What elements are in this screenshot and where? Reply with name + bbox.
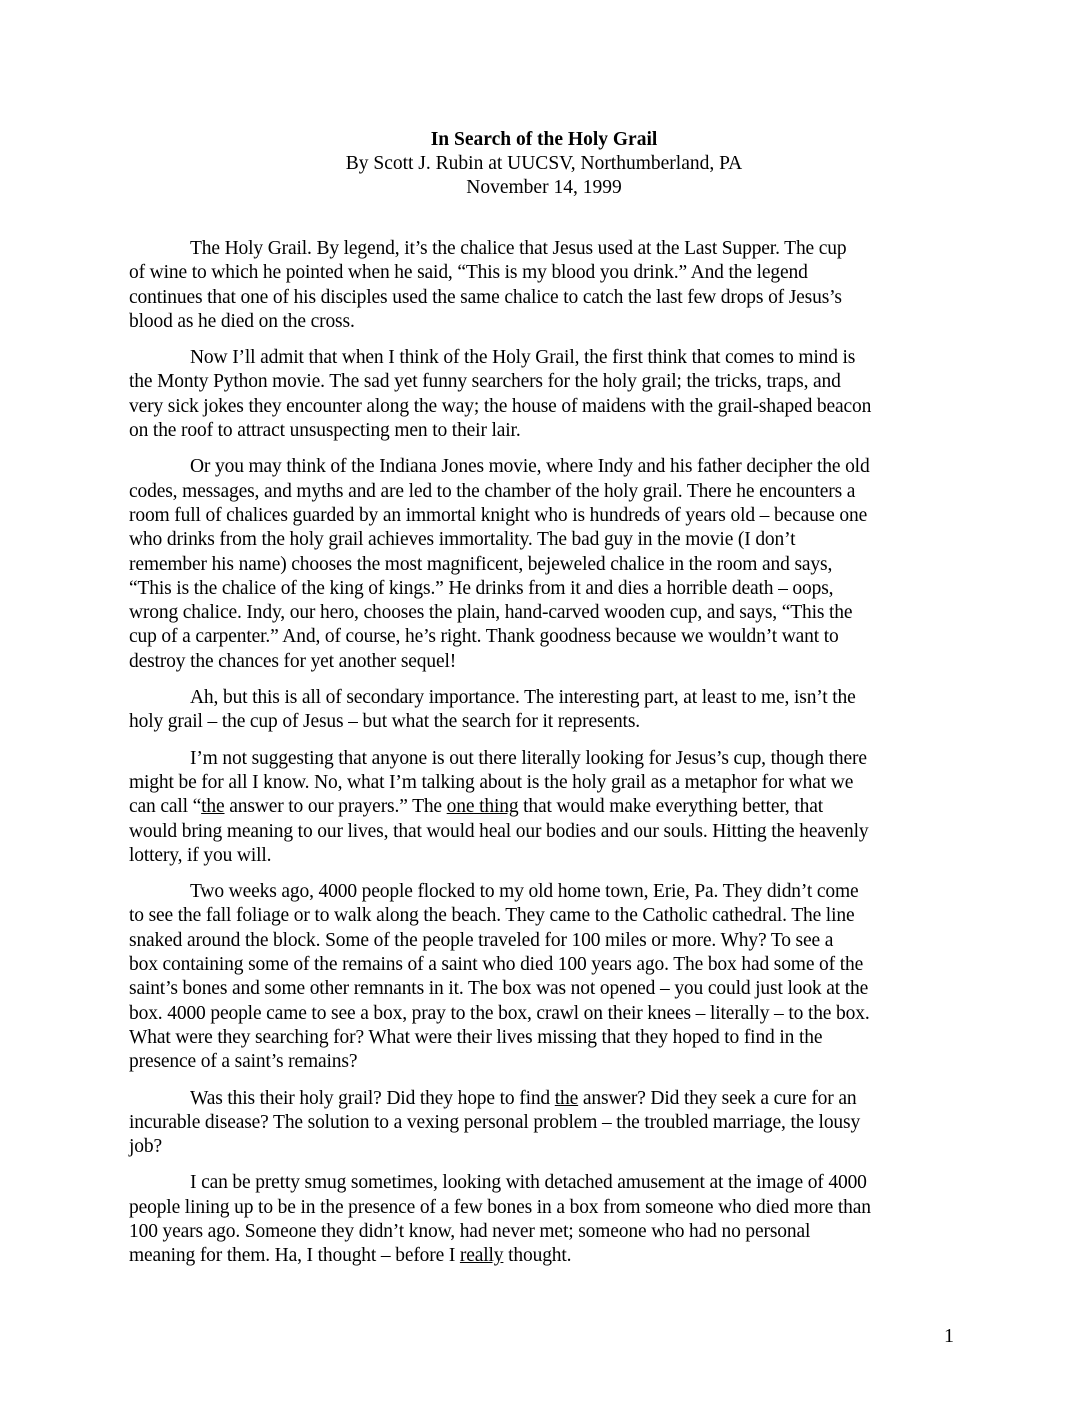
text-line: presence of a saint’s remains?: [129, 1051, 358, 1073]
text-line: saint’s bones and some other remnants in it. The box was not opened – you could just look at the: [129, 978, 869, 1000]
text-line: of wine to which he pointed when he said, “This is my blood you drink.” And the legend: [129, 262, 808, 284]
paragraph: [129, 747, 964, 868]
text-line: wrong chalice. Indy, our hero, chooses the plain, hand-carved wooden cup, and says, “This the: [129, 602, 853, 624]
text-line: the Monty Python movie. The sad yet funny searchers for the holy grail; the tricks, traps, and: [129, 371, 841, 393]
paragraph: [129, 346, 964, 443]
text-line: snaked around the block. Some of the people traveled for 100 miles or more. Why? To see a: [129, 929, 834, 951]
document-date: November 14, 1999: [466, 177, 622, 198]
paragraph: [129, 686, 964, 735]
text-line: job?: [129, 1136, 162, 1158]
paragraph: [129, 237, 964, 334]
text-line: incurable disease? The solution to a vexing personal problem – the troubled marriage, the lousy: [129, 1111, 861, 1133]
text-line: codes, messages, and myths and are led to the chamber of the holy grail. There he encounters a: [129, 480, 856, 502]
text-line: “This is the chalice of the king of kings.” He drinks from it and dies a horrible death – oops,: [129, 577, 834, 599]
text-line: would bring meaning to our lives, that would heal our bodies and our souls. Hitting the heavenly: [129, 820, 869, 842]
text-line: continues that one of his disciples used the same chalice to catch the last few drops of Jesus’s: [129, 286, 842, 308]
document-header: [0, 128, 1088, 200]
text-line: 100 years ago. Someone they didn’t know, had never met; someone who had no personal: [129, 1220, 811, 1242]
text-line: room full of chalices guarded by an immortal knight who is hundreds of years old – because one: [129, 504, 868, 526]
text-line: Or you may think of the Indiana Jones movie, where Indy and his father decipher the old: [190, 456, 870, 478]
paragraph: [129, 1087, 964, 1160]
text-line: might be for all I know. No, what I’m talking about is the holy grail as a metaphor for what we: [129, 771, 854, 793]
text-line: blood as he died on the cross.: [129, 310, 355, 332]
text-line: Ah, but this is all of secondary importance. The interesting part, at least to me, isn’t the: [190, 687, 856, 709]
text-line: box. 4000 people came to see a box, pray to the box, crawl on their knees – literally – to the box.: [129, 1002, 870, 1024]
text-line: remember his name) chooses the most magnificent, bejeweled chalice in the room and says,: [129, 553, 833, 575]
text-line: What were they searching for? What were their lives missing that they hoped to find in the: [129, 1026, 823, 1048]
document-byline: By Scott J. Rubin at UUCSV, Northumberland, PA: [345, 153, 743, 174]
text-line: holy grail – the cup of Jesus – but what the search for it represents.: [129, 711, 640, 733]
text-line: people lining up to be in the presence of a few bones in a box from someone who died more than: [129, 1196, 871, 1218]
text-line: can call “the answer to our prayers.” The one thing that would make everything better, that: [129, 796, 824, 818]
document-title: In Search of the Holy Grail: [430, 129, 658, 150]
text-line: meaning for them. Ha, I thought – before I really thought.: [129, 1245, 572, 1267]
text-line: who drinks from the holy grail achieves immortality. The bad guy in the movie (I don’t: [129, 529, 796, 551]
document-body: [129, 237, 964, 1281]
text-line: on the roof to attract unsuspecting men to their lair.: [129, 420, 521, 442]
page-number: 1: [944, 1325, 954, 1347]
text-line: very sick jokes they encounter along the way; the house of maidens with the grail-shaped beacon: [129, 395, 872, 417]
text-line: box containing some of the remains of a saint who died 100 years ago. The box had some of the: [129, 954, 864, 976]
text-line: lottery, if you will.: [129, 844, 272, 866]
text-line: Now I’ll admit that when I think of the Holy Grail, the first think that comes to mind is: [190, 347, 856, 369]
paragraph: [129, 1171, 964, 1268]
text-line: destroy the chances for yet another sequel!: [129, 650, 457, 672]
text-line: The Holy Grail. By legend, it’s the chalice that Jesus used at the Last Supper. The cup: [190, 238, 847, 259]
text-line: to see the fall foliage or to walk along the beach. They came to the Catholic cathedral. The line: [129, 905, 855, 927]
text-line: I’m not suggesting that anyone is out there literally looking for Jesus’s cup, though there: [190, 747, 867, 769]
text-line: I can be pretty smug sometimes, looking with detached amusement at the image of 4000: [190, 1172, 867, 1194]
text-line: cup of a carpenter.” And, of course, he’s right. Thank goodness because we wouldn’t want to: [129, 626, 839, 648]
text-line: Was this their holy grail? Did they hope to find the answer? Did they seek a cure for an: [190, 1087, 857, 1109]
paragraph: [129, 455, 964, 674]
paragraph: [129, 880, 964, 1074]
text-line: Two weeks ago, 4000 people flocked to my old home town, Erie, Pa. They didn’t come: [190, 881, 859, 903]
